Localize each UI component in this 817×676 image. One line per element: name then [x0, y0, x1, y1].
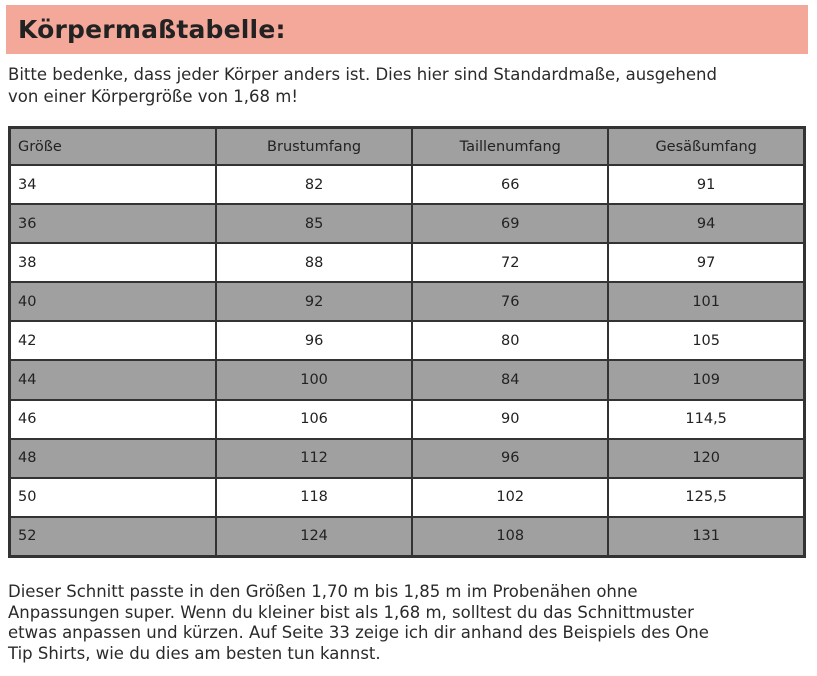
table-row: [10, 478, 805, 517]
table-row: [10, 360, 805, 399]
table-row: [10, 282, 805, 321]
cell-hip: 101: [608, 282, 804, 321]
cell-size: 48: [10, 439, 217, 478]
intro-text: [8, 64, 808, 108]
outro-line-4: Tip Shirts, wie du dies am besten tun kannst.: [8, 643, 381, 663]
cell-bust: 106: [216, 400, 412, 439]
cell-waist: 80: [412, 321, 608, 360]
cell-bust: 96: [216, 321, 412, 360]
cell-waist: 66: [412, 165, 608, 204]
table-row: [10, 165, 805, 204]
intro-line-1: Bitte bedenke, dass jeder Körper anders ist. Dies hier sind Standardmaße, ausgehend: [8, 65, 717, 84]
page-title: Körpermaßtabelle:: [18, 15, 286, 44]
table-row: [10, 204, 805, 243]
cell-bust: 112: [216, 439, 412, 478]
cell-size: 46: [10, 400, 217, 439]
cell-bust: 88: [216, 243, 412, 282]
cell-bust: 118: [216, 478, 412, 517]
cell-hip: 97: [608, 243, 804, 282]
header-bust: Brustumfang: [216, 128, 412, 166]
cell-waist: 96: [412, 439, 608, 478]
cell-bust: 124: [216, 517, 412, 557]
cell-bust: 100: [216, 360, 412, 399]
cell-waist: 72: [412, 243, 608, 282]
outro-line-1: Dieser Schnitt passte in den Größen 1,70 m bis 1,85 m im Probenähen ohne: [8, 582, 638, 601]
header-waist: Taillenumfang: [412, 128, 608, 166]
cell-bust: 92: [216, 282, 412, 321]
table-row: [10, 400, 805, 439]
cell-hip: 105: [608, 321, 804, 360]
outro-text: [8, 582, 808, 664]
table-row: [10, 321, 805, 360]
cell-hip: 125,5: [608, 478, 804, 517]
cell-waist: 108: [412, 517, 608, 557]
cell-hip: 94: [608, 204, 804, 243]
size-table: [8, 126, 806, 558]
cell-waist: 76: [412, 282, 608, 321]
cell-waist: 84: [412, 360, 608, 399]
cell-size: 40: [10, 282, 217, 321]
cell-size: 36: [10, 204, 217, 243]
outro-line-3: etwas anpassen und kürzen. Auf Seite 33 zeige ich dir anhand des Beispiels des One: [8, 623, 709, 642]
cell-bust: 82: [216, 165, 412, 204]
cell-hip: 91: [608, 165, 804, 204]
table-row: [10, 517, 805, 557]
cell-size: 34: [10, 165, 217, 204]
cell-waist: 102: [412, 478, 608, 517]
cell-size: 38: [10, 243, 217, 282]
cell-hip: 120: [608, 439, 804, 478]
table-header-row: [10, 128, 805, 166]
cell-hip: 131: [608, 517, 804, 557]
table-row: [10, 439, 805, 478]
cell-waist: 69: [412, 204, 608, 243]
cell-hip: 109: [608, 360, 804, 399]
cell-hip: 114,5: [608, 400, 804, 439]
cell-size: 42: [10, 321, 217, 360]
table-row: [10, 243, 805, 282]
intro-line-2: von einer Körpergröße von 1,68 m!: [8, 87, 298, 106]
cell-waist: 90: [412, 400, 608, 439]
header-hip: Gesäßumfang: [608, 128, 804, 166]
cell-size: 50: [10, 478, 217, 517]
cell-size: 44: [10, 360, 217, 399]
title-banner: [6, 5, 808, 54]
outro-line-2: Anpassungen super. Wenn du kleiner bist als 1,68 m, solltest du das Schnittmuster: [8, 602, 694, 622]
cell-bust: 85: [216, 204, 412, 243]
header-size: Größe: [10, 128, 217, 166]
cell-size: 52: [10, 517, 217, 557]
